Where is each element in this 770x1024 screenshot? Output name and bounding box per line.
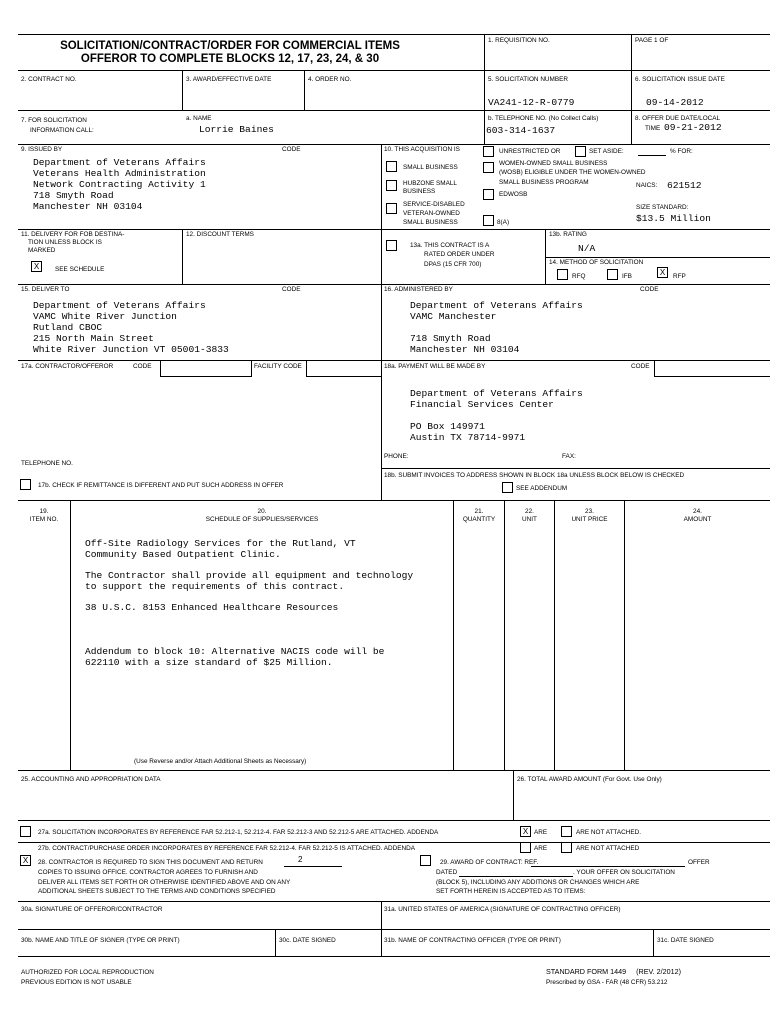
acquisition-label: 10. THIS ACQUISITION IS	[384, 146, 460, 153]
col-24-number: 24.	[693, 508, 702, 515]
rule	[653, 929, 654, 956]
rule	[18, 229, 770, 230]
rated-order-label-2: RATED ORDER UNDER	[424, 251, 495, 258]
hubzone-label-2: BUSINESS	[403, 188, 436, 195]
unrestricted-checkbox[interactable]	[483, 146, 494, 157]
col-23-number: 23.	[585, 508, 594, 515]
rating-value: N/A	[578, 243, 596, 254]
hubzone-checkbox[interactable]	[386, 180, 397, 191]
address-line: Veterans Health Administration	[33, 168, 206, 179]
deliver-to-code-label: CODE	[282, 286, 301, 293]
schedule-line: 38 U.S.C. 8153 Enhanced Healthcare Resources	[85, 602, 339, 613]
rule	[70, 500, 71, 770]
rated-order-checkbox[interactable]	[386, 240, 397, 251]
28-checkbox[interactable]: X	[20, 855, 31, 866]
schedule-line: to support the requirements of this contract.	[85, 581, 345, 592]
rfq-checkbox[interactable]	[557, 269, 568, 280]
issued-by-code-label: CODE	[282, 146, 301, 153]
27a-are-label: ARE	[534, 829, 548, 836]
small-business-checkbox[interactable]	[386, 161, 397, 172]
solicitation-number: VA241-12-R-0779	[488, 97, 575, 108]
signature-offeror-label: 30a. SIGNATURE OF OFFEROR/CONTRACTOR	[21, 906, 163, 913]
rating-label: 13b. RATING	[549, 231, 587, 238]
delivery-label-3: MARKED	[28, 247, 56, 254]
27a-checkbox[interactable]	[20, 826, 31, 837]
small-business-label: SMALL BUSINESS	[403, 164, 458, 171]
facility-code-field[interactable]	[306, 360, 382, 377]
col-unit: UNIT	[522, 516, 537, 523]
edwosb-checkbox[interactable]	[483, 189, 494, 200]
28-line-2: COPIES TO ISSUING OFFICE. CONTRACTOR AGREES TO FURNISH AND	[38, 869, 258, 876]
rfp-label: RFP	[673, 273, 686, 280]
rule	[545, 257, 770, 258]
phone-label: PHONE:	[384, 453, 409, 460]
address-line: PO Box 149971	[410, 421, 485, 432]
signature-officer-label: 31a. UNITED STATES OF AMERICA (SIGNATURE OF CONTRACTING OFFICER)	[384, 906, 621, 913]
address-line: 718 Smyth Road	[410, 333, 491, 344]
col-quantity: QUANTITY	[462, 516, 496, 523]
ref-field-line	[531, 866, 685, 867]
rule	[631, 34, 632, 144]
wosb-label-2: (WOSB) ELIGIBLE UNDER THE WOMEN-OWNED	[499, 169, 646, 176]
29-line-3: (BLOCK 5), INCLUDING ANY ADDITIONS OR CHANGES WHICH ARE	[436, 879, 640, 886]
order-no-label: 4. ORDER NO.	[308, 76, 352, 83]
eight-a-checkbox[interactable]	[483, 215, 494, 226]
col-21-number: 21.	[474, 508, 484, 515]
rule	[18, 770, 770, 771]
col-amount: AMOUNT	[683, 516, 712, 523]
see-addendum-checkbox[interactable]	[502, 482, 513, 493]
unrestricted-label: UNRESTRICTED OR	[499, 148, 561, 155]
rule	[18, 929, 770, 930]
issue-date: 09-14-2012	[646, 97, 704, 108]
address-line: VAMC Manchester	[410, 311, 497, 322]
rule	[18, 284, 770, 285]
submit-invoices-label: 18b. SUBMIT INVOICES TO ADDRESS SHOWN IN BLOCK 18a UNLESS BLOCK BELOW IS CHECKED	[384, 472, 685, 479]
rule	[381, 468, 770, 469]
27b-text: 27b. CONTRACT/PURCHASE ORDER INCORPORATES BY REFERENCE FAR 52.212-4. FAR 52.212-5 IS ATTACHED. ADDENDA	[38, 845, 416, 852]
27a-are-checkbox[interactable]: X	[520, 826, 531, 837]
telephone-label: b. TELEPHONE NO. (No Collect Calls)	[488, 115, 599, 122]
set-aside-label: SET ASIDE:	[589, 148, 624, 155]
dated-field-line	[459, 876, 573, 877]
copies-field-line	[284, 866, 342, 867]
payment-code-field[interactable]	[654, 360, 770, 377]
hubzone-label: HUBZONE SMALL	[403, 180, 457, 187]
29-line-4: SET FORTH HEREIN IS ACCEPTED AS TO ITEMS:	[436, 888, 586, 895]
col-22-number: 22.	[525, 508, 534, 515]
footer-authorized: AUTHORIZED FOR LOCAL REPRODUCTION	[21, 969, 154, 976]
officer-date-label: 31c. DATE SIGNED	[657, 937, 714, 944]
set-aside-checkbox[interactable]	[575, 146, 586, 157]
rated-order-label-3: DPAS (15 CFR 700)	[424, 261, 482, 268]
offer-due-date: 09-21-2012	[664, 122, 722, 133]
delivery-label-2: TION UNLESS BLOCK IS	[28, 239, 102, 246]
rule	[504, 500, 505, 770]
rule	[18, 842, 770, 843]
ifb-label: IFB	[622, 273, 632, 280]
edwosb-label: EDWOSB	[499, 191, 528, 198]
size-standard-label: SIZE STANDARD:	[636, 204, 689, 211]
address-line: Financial Services Center	[410, 399, 554, 410]
rfp-checkbox[interactable]: X	[657, 267, 668, 278]
form-title: SOLICITATION/CONTRACT/ORDER FOR COMMERCIAL ITEMS	[60, 40, 400, 52]
schedule-note: (Use Reverse and/or Attach Additional Sheets as Necessary)	[134, 758, 307, 765]
administered-by-code-label: CODE	[640, 286, 659, 293]
address-line: 718 Smyth Road	[33, 190, 114, 201]
27b-are-not-label: ARE NOT ATTACHED	[576, 845, 640, 852]
rule	[18, 110, 770, 111]
rule	[182, 70, 183, 110]
wosb-label-3: SMALL BUSINESS PROGRAM	[499, 179, 589, 186]
percent-for-label: % FOR:	[670, 148, 693, 155]
rfq-label: RFQ	[572, 273, 586, 280]
remittance-label: 17b. CHECK IF REMITTANCE IS DIFFERENT AND PUT SUCH ADDRESS IN OFFER	[38, 482, 284, 489]
col-19-number: 19.	[39, 508, 49, 515]
col-20-number: 20.	[257, 508, 267, 515]
ifb-checkbox[interactable]	[607, 269, 618, 280]
rule	[18, 901, 770, 902]
wosb-label: WOMEN-OWNED SMALL BUSINESS	[499, 160, 608, 167]
rule	[18, 34, 770, 35]
27b-are-label: ARE	[534, 845, 548, 852]
rule	[381, 144, 382, 500]
fax-label: FAX:	[562, 453, 576, 460]
address-line: Department of Veterans Affairs	[410, 388, 583, 399]
address-line: Rutland CBOC	[33, 322, 103, 333]
signer-name-label: 30b. NAME AND TITLE OF SIGNER (TYPE OR PRINT)	[21, 937, 180, 944]
rule	[275, 929, 276, 956]
29-line-1: 29. AWARD OF CONTRACT: REF.	[440, 859, 539, 866]
rule	[484, 34, 485, 144]
sdvosb-label-3: SMALL BUSINESS	[403, 219, 458, 226]
address-line: Manchester NH 03104	[33, 201, 143, 212]
footer-form-number: STANDARD FORM 1449 (REV. 2/2012)	[546, 967, 682, 976]
total-award-label: 26. TOTAL AWARD AMOUNT (For Govt. Use Only)	[517, 776, 662, 783]
address-line: VAMC White River Junction	[33, 311, 177, 322]
see-schedule-checkbox[interactable]: X	[31, 261, 42, 272]
schedule-line: Addendum to block 10: Alternative NACIS code will be	[85, 646, 385, 657]
col-item-no: ITEM NO.	[29, 516, 59, 523]
contractor-label: 17a. CONTRACTOR/OFFEROR	[21, 363, 114, 370]
rule	[624, 500, 625, 770]
discount-terms-label: 12. DISCOUNT TERMS	[186, 231, 254, 238]
payment-code-label: CODE	[631, 363, 650, 370]
address-line: White River Junction VT 05001-3833	[33, 344, 229, 355]
size-standard: $13.5 Million	[636, 213, 711, 224]
schedule-line: 622110 with a size standard of $25 Million.	[85, 657, 333, 668]
rule	[18, 500, 770, 501]
schedule-line: Community Based Outpatient Clinic.	[85, 549, 281, 560]
solicitation-info-label: 7. FOR SOLICITATION	[21, 117, 87, 124]
29-line-2: . YOUR OFFER ON SOLICITATION	[573, 869, 675, 876]
rule	[18, 956, 770, 957]
address-line: 215 North Main Street	[33, 333, 154, 344]
officer-name-label: 31b. NAME OF CONTRACTING OFFICER (TYPE OR PRINT)	[384, 937, 561, 944]
offer-due-label: 8. OFFER DUE DATE/LOCAL	[635, 115, 721, 122]
accounting-label: 25. ACCOUNTING AND APPROPRIATION DATA	[21, 776, 161, 783]
solicitation-info-label-2: INFORMATION CALL:	[30, 127, 94, 134]
contract-no-label: 2. CONTRACT NO.	[21, 76, 77, 83]
rule	[304, 70, 305, 110]
sdvosb-label-2: VETERAN-OWNED	[403, 210, 460, 217]
copies-count: 2	[298, 855, 303, 864]
see-addendum-label: SEE ADDENDUM	[516, 485, 568, 492]
27b-are-checkbox[interactable]	[520, 842, 531, 853]
payment-label: 18a. PAYMENT WILL BE MADE BY	[384, 363, 486, 370]
address-line: Department of Veterans Affairs	[410, 300, 583, 311]
wosb-checkbox[interactable]	[483, 162, 494, 173]
delivery-label: 11. DELIVERY FOR FOB DESTINA-	[21, 231, 125, 238]
28-line-1: 28. CONTRACTOR IS REQUIRED TO SIGN THIS DOCUMENT AND RETURN	[38, 859, 263, 866]
contact-name: Lorrie Baines	[199, 124, 274, 135]
address-line: Department of Veterans Affairs	[33, 157, 206, 168]
telephone-no-label: TELEPHONE NO.	[21, 460, 73, 467]
29-offer: OFFER	[688, 859, 710, 866]
27b-are-not-checkbox[interactable]	[561, 842, 572, 853]
rated-order-label: 13a. THIS CONTRACT IS A	[410, 242, 490, 249]
rule	[453, 500, 454, 770]
address-line: Austin TX 78714-9971	[410, 432, 526, 443]
eight-a-label: 8(A)	[497, 219, 510, 226]
28-line-4: ADDITIONAL SHEETS SUBJECT TO THE TERMS AND CONDITIONS SPECIFIED	[38, 888, 276, 895]
requisition-label: 1. REQUISITION NO.	[488, 37, 550, 44]
sdvosb-label: SERVICE-DISABLED	[403, 201, 465, 208]
issue-date-label: 6. SOLICITATION ISSUE DATE	[635, 76, 725, 83]
telephone-number: 603-314-1637	[486, 125, 556, 136]
contractor-code-label: CODE	[133, 363, 152, 370]
address-line: Network Contracting Activity 1	[33, 179, 206, 190]
signer-date-label: 30c. DATE SIGNED	[279, 937, 336, 944]
form-subtitle: OFFEROR TO COMPLETE BLOCKS 12, 17, 23, 24, & 30	[80, 53, 380, 65]
naics-label: NAICS:	[636, 182, 658, 189]
solicitation-no-label: 5. SOLICITATION NUMBER	[488, 76, 569, 83]
schedule-line: The Contractor shall provide all equipment and technology	[85, 570, 414, 581]
rule	[18, 70, 770, 71]
rule	[18, 144, 770, 145]
27a-text: 27a. SOLICITATION INCORPORATES BY REFERENCE FAR 52.212-1, 52.212-4. FAR 52.212-3 AND 52.212-5 ARE ATTACHED. ADDENDA	[38, 829, 439, 836]
schedule-line: Off-Site Radiology Services for the Rutland, VT	[85, 538, 356, 549]
facility-code-label: FACILITY CODE	[254, 363, 302, 370]
col-unit-price: UNIT PRICE	[571, 516, 608, 523]
address-line: Department of Veterans Affairs	[33, 300, 206, 311]
naics-code: 621512	[667, 180, 702, 191]
solicitation-method-label: 14. METHOD OF SOLICITATION	[549, 259, 644, 266]
rule	[182, 229, 183, 284]
name-label: a. NAME	[186, 115, 212, 122]
issued-by-label: 9. ISSUED BY	[21, 146, 63, 153]
rule	[513, 770, 514, 820]
rule	[554, 500, 555, 770]
27a-are-not-checkbox[interactable]	[561, 826, 572, 837]
award-date-label: 3. AWARD/EFFECTIVE DATE	[186, 76, 272, 83]
page-label: PAGE 1 OF	[635, 37, 669, 44]
rule	[381, 901, 382, 956]
percent-field-line	[638, 155, 666, 156]
remittance-checkbox[interactable]	[20, 479, 31, 490]
deliver-to-label: 15. DELIVER TO	[21, 286, 70, 293]
footer-previous-edition: PREVIOUS EDITION IS NOT USABLE	[21, 979, 132, 986]
29-checkbox[interactable]	[420, 855, 431, 866]
see-schedule-label: SEE SCHEDULE	[55, 266, 105, 273]
offer-due-time-label: TIME	[645, 125, 661, 132]
rule	[18, 820, 770, 821]
administered-by-label: 16. ADMINISTERED BY	[384, 286, 453, 293]
28-line-3: DELIVER ALL ITEMS SET FORTH OR OTHERWISE IDENTIFIED ABOVE AND ON ANY	[38, 879, 291, 886]
sdvosb-checkbox[interactable]	[386, 203, 397, 214]
col-schedule: SCHEDULE OF SUPPLIES/SERVICES	[205, 516, 319, 523]
29-dated: DATED	[436, 869, 458, 876]
address-line: Manchester NH 03104	[410, 344, 520, 355]
contractor-code-field[interactable]	[160, 360, 252, 377]
footer-prescribed: Prescribed by GSA - FAR (48 CFR) 53.212	[546, 979, 668, 986]
27a-are-not-label: ARE NOT ATTACHED.	[576, 829, 641, 836]
